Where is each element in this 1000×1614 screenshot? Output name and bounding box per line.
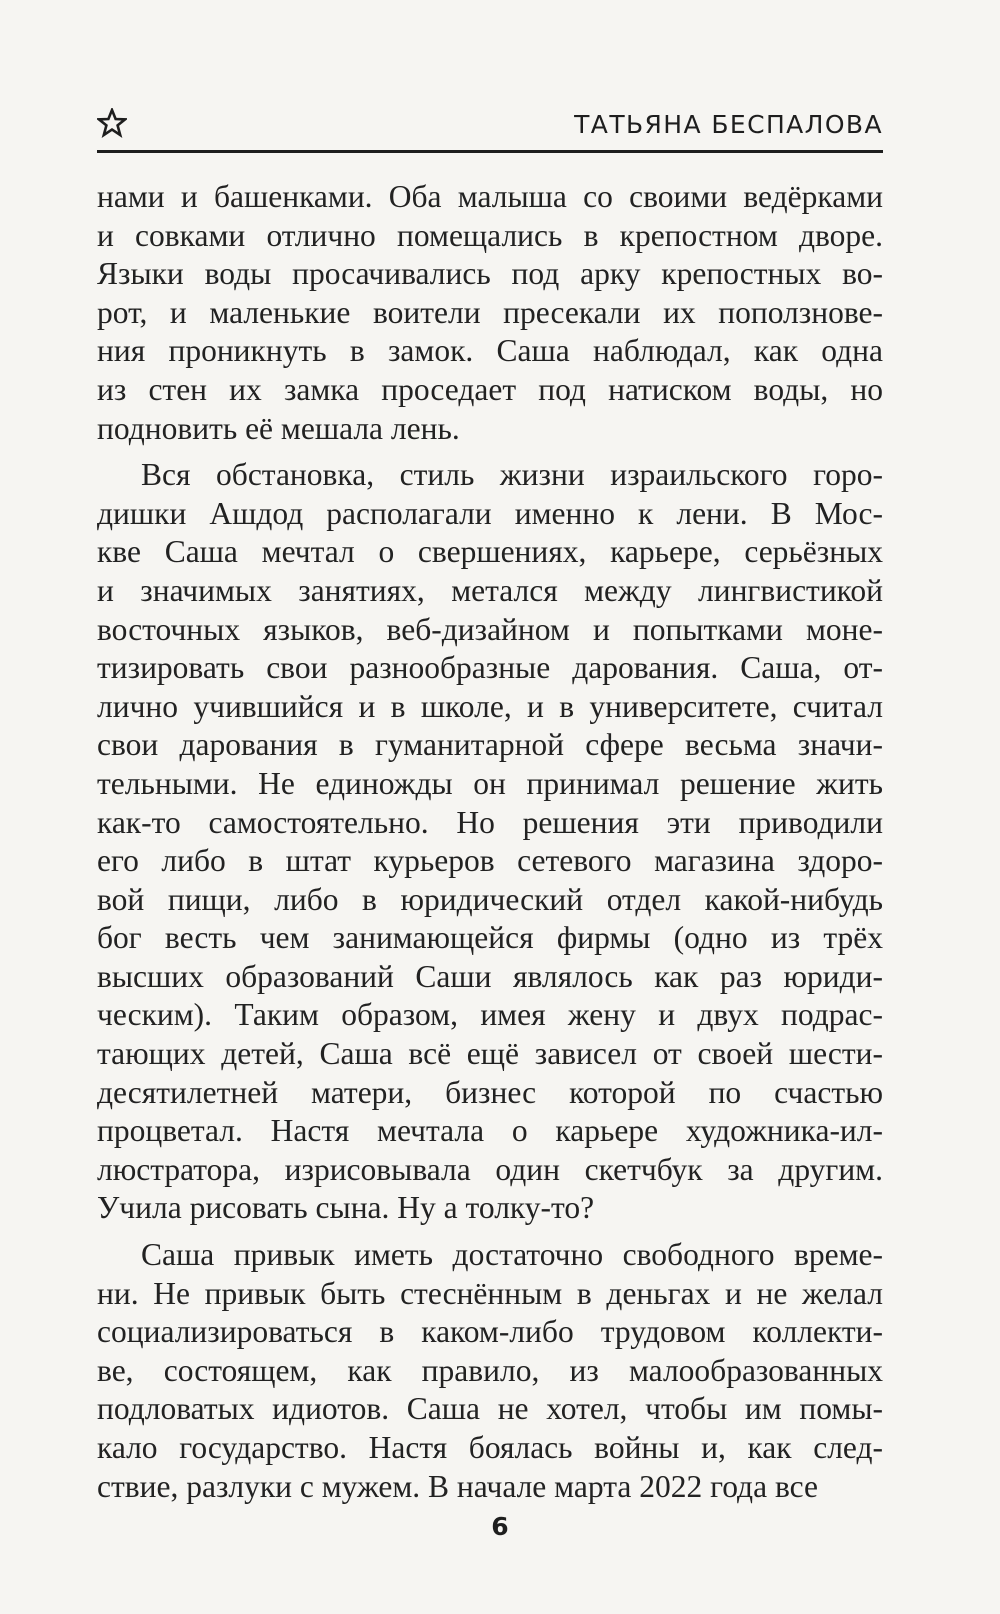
- page-number: 6: [491, 1512, 509, 1541]
- text-line: Языки воды просачивались под арку крепостных во-: [97, 256, 883, 292]
- paragraph-gap: [97, 448, 883, 456]
- text-line: лично учившийся и в школе, и в университете, считал: [97, 688, 883, 724]
- text-line: кало государство. Настя боялась войны и, как след-: [97, 1430, 883, 1465]
- text-line: как-то самостоятельно. Но решения эти приводили: [97, 804, 883, 840]
- running-header: [97, 104, 883, 153]
- text-line: кве Саша мечтал о свершениях, карьере, серьёзных: [97, 534, 883, 570]
- text-line: социализироваться в каком-либо трудовом коллекти-: [97, 1314, 883, 1350]
- text-line: десятилетней матери, бизнес которой по счастью: [97, 1074, 883, 1110]
- text-line: и совками отлично помещались в крепостном дворе.: [97, 217, 883, 253]
- text-line: подловатых идиотов. Саша не хотел, чтобы им помы-: [97, 1391, 883, 1427]
- paragraph: [97, 1236, 883, 1506]
- text-line: высших образований Саши являлось как раз юриди-: [97, 958, 883, 994]
- text-line: вой пищи, либо в юридический отдел какой-нибудь: [97, 881, 883, 917]
- text-line: и значимых занятиях, метался между лингвистикой: [97, 572, 883, 608]
- text-line: тающих детей, Саша всё ещё зависел от своей шести-: [97, 1036, 883, 1072]
- text-line: ческим). Таким образом, имея жену и двух подрас-: [97, 997, 883, 1033]
- text-line: восточных языков, веб-дизайном и попытками моне-: [97, 611, 883, 647]
- text-line: нами и башенками. Оба малыша со своими ведёрками: [97, 179, 883, 214]
- text-line: рот, и маленькие воители пресекали их поползнове-: [97, 294, 883, 330]
- text-line: ни. Не привык быть стеснённым в деньгах и не желал: [97, 1275, 883, 1311]
- text-line: Учила рисовать сына. Ну а толку-то?: [97, 1190, 595, 1226]
- author-name: ТАТЬЯНА БЕСПАЛОВА: [574, 110, 883, 139]
- paragraph: [97, 178, 883, 448]
- paragraph: [97, 456, 883, 1228]
- text-line: свои дарования в гуманитарной сфере весьма значи-: [97, 727, 883, 763]
- text-line: тизировать свои разнообразные дарования. Саша, от-: [97, 650, 883, 686]
- text-line: из стен их замка проседает под натиском воды, но: [97, 371, 883, 407]
- text-line: подновить её мешала лень.: [97, 410, 460, 446]
- text-line: процветал. Настя мечтала о карьере художника-ил-: [97, 1113, 883, 1149]
- body-text: [97, 178, 883, 1506]
- text-line: люстратора, изрисовывала один скетчбук за другим.: [97, 1151, 883, 1187]
- text-line: тельными. Не единожды он принимал решение жить: [97, 765, 883, 801]
- text-line: дишки Ашдод располагали именно к лени. В Мос-: [97, 495, 883, 531]
- text-line: ствие, разлуки с мужем. В начале марта 2022 года все: [97, 1468, 818, 1504]
- text-line: Саша привык иметь достаточно свободного време-: [141, 1237, 883, 1273]
- text-line: Вся обстановка, стиль жизни израильского горо-: [141, 457, 883, 493]
- text-line: ния проникнуть в замок. Саша наблюдал, как одна: [97, 333, 883, 369]
- paragraph-gap: [97, 1228, 883, 1236]
- text-line: его либо в штат курьеров сетевого магазина здоро-: [97, 843, 883, 879]
- text-line: бог весть чем занимающейся фирмы (одно из трёх: [97, 920, 883, 956]
- text-line: ве, состоящем, как правило, из малообразованных: [97, 1352, 883, 1388]
- star-outline-icon: [97, 108, 127, 138]
